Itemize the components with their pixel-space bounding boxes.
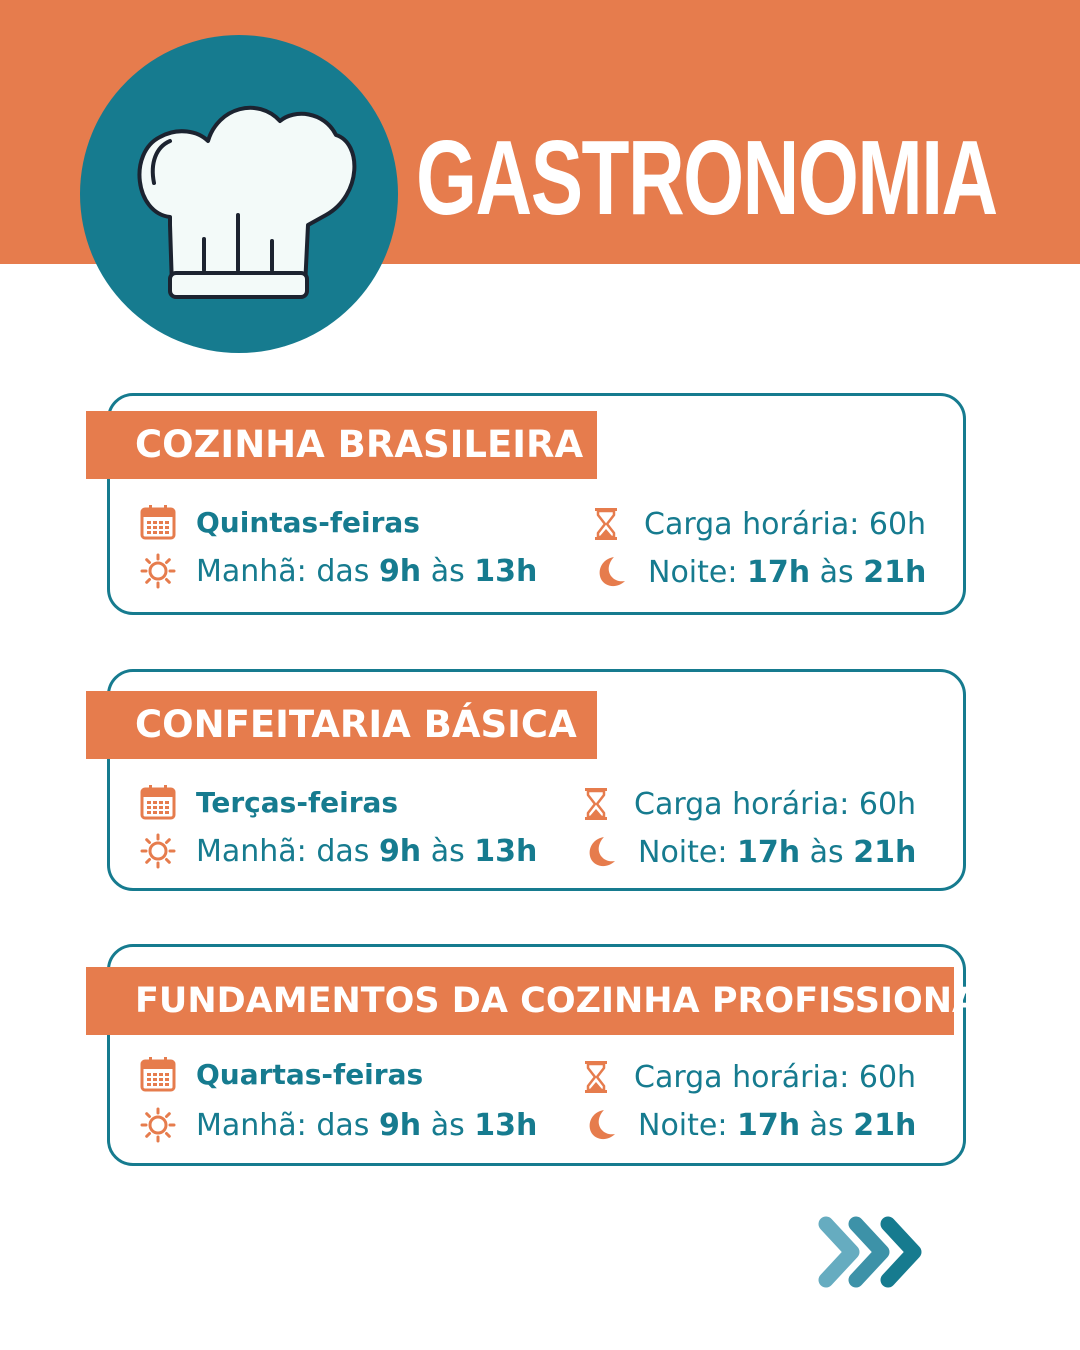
course-title: FUNDAMENTOS DA COZINHA PROFISSIONAL xyxy=(86,967,954,1035)
course-day: Terças-feiras xyxy=(196,785,399,819)
course-workload: Carga horária: 60h xyxy=(644,506,927,542)
course-title: COZINHA BRASILEIRA xyxy=(86,411,597,479)
morning-row xyxy=(140,1105,537,1145)
calendar-icon xyxy=(140,782,182,822)
night-schedule: Noite: 17h às 21h xyxy=(638,1107,917,1143)
night-schedule: Noite: 17h às 21h xyxy=(638,834,917,870)
morning-schedule: Manhã: das 9h às 13h xyxy=(196,833,538,869)
sun-icon xyxy=(140,831,182,871)
hourglass-icon xyxy=(588,504,630,544)
course-title: CONFEITARIA BÁSICA xyxy=(86,691,597,759)
morning-schedule: Manhã: das 9h às 13h xyxy=(196,1107,538,1143)
workload-row xyxy=(578,784,916,824)
night-schedule: Noite: 17h às 21h xyxy=(648,554,927,590)
morning-row xyxy=(140,551,537,591)
course-day: Quartas-feiras xyxy=(196,1057,424,1091)
course-day: Quintas-feiras xyxy=(196,505,420,539)
course-workload: Carga horária: 60h xyxy=(634,786,917,822)
day-row xyxy=(140,1054,423,1094)
calendar-icon xyxy=(140,502,182,542)
workload-row xyxy=(578,1057,916,1097)
course-workload: Carga horária: 60h xyxy=(634,1059,917,1095)
night-row xyxy=(582,832,916,872)
night-row xyxy=(582,1105,916,1145)
moon-icon xyxy=(582,1105,624,1145)
sun-icon xyxy=(140,1105,182,1145)
workload-row xyxy=(588,504,926,544)
day-row xyxy=(140,782,398,822)
page-title: GASTRONOMIA xyxy=(416,119,997,237)
night-row xyxy=(592,552,926,592)
moon-icon xyxy=(592,552,634,592)
morning-schedule: Manhã: das 9h às 13h xyxy=(196,553,538,589)
hourglass-icon xyxy=(578,1057,620,1097)
calendar-icon xyxy=(140,1054,182,1094)
morning-row xyxy=(140,831,537,871)
day-row xyxy=(140,502,420,542)
chef-hat-icon xyxy=(80,35,398,353)
moon-icon xyxy=(582,832,624,872)
sun-icon xyxy=(140,551,182,591)
hourglass-icon xyxy=(578,784,620,824)
logo-badge xyxy=(80,35,398,353)
chevrons-right-icon[interactable] xyxy=(816,1214,928,1290)
